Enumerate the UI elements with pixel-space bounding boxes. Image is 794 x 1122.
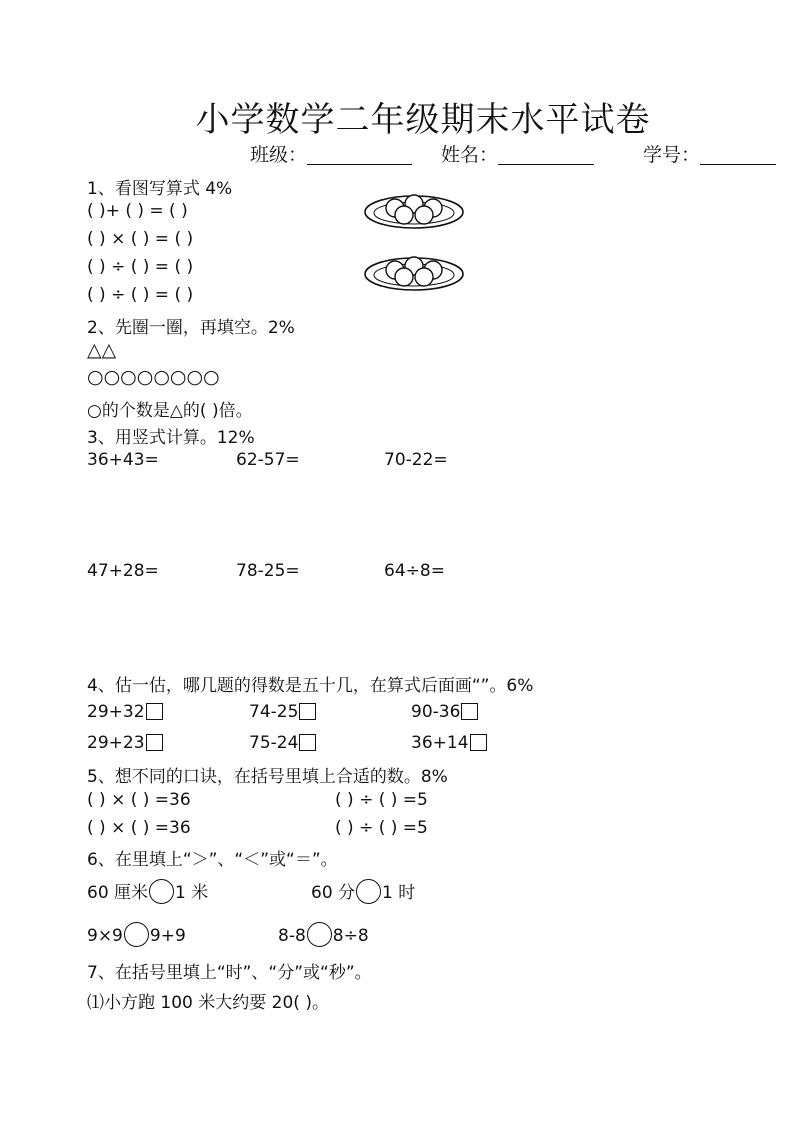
q3-calc-5: 78-25= — [236, 561, 300, 581]
answer-checkbox[interactable] — [146, 734, 163, 751]
q6-item: 8-8 8÷8 — [278, 922, 369, 947]
q6-heading: 6、在里填上“＞”、“＜”或“＝”。 — [87, 850, 338, 870]
compare-circle[interactable] — [307, 922, 332, 947]
q4-item: 36+14 — [411, 733, 487, 753]
compare-circle[interactable] — [124, 922, 149, 947]
q4-heading: 4、估一估，哪几题的得数是五十几，在算式后面画“”。6% — [87, 676, 534, 696]
fruit-plate-icon — [362, 186, 466, 232]
q5-right-1[interactable]: ( ) ÷ ( ) =5 — [335, 790, 428, 810]
page-title: 小学数学二年级期末水平试卷 — [195, 100, 651, 140]
q1-row-4[interactable]: ( ) ÷ ( ) = ( ) — [87, 285, 194, 305]
id-label: 学号： — [643, 144, 701, 166]
name-blank[interactable] — [498, 144, 594, 165]
answer-checkbox[interactable] — [146, 703, 163, 720]
class-label: 班级： — [250, 144, 308, 166]
q1-row-1[interactable]: ( )+ ( ) = ( ) — [87, 201, 188, 221]
student-id-field — [643, 140, 776, 167]
q5-right-2[interactable]: ( ) ÷ ( ) =5 — [335, 818, 428, 838]
q4-item: 75-24 — [249, 733, 316, 753]
q1-row-3[interactable]: ( ) ÷ ( ) = ( ) — [87, 257, 194, 277]
q3-calc-2: 62-57= — [236, 450, 300, 470]
q3-calc-4: 47+28= — [87, 561, 159, 581]
q3-heading: 3、用竖式计算。12% — [87, 428, 255, 448]
q3-calc-3: 70-22= — [384, 450, 448, 470]
id-blank[interactable] — [700, 144, 776, 165]
q1-heading: 1、看图写算式 4% — [87, 179, 233, 199]
q2-heading: 2、先圈一圈，再填空。2% — [87, 318, 295, 338]
q7-heading: 7、在括号里填上“时”、“分”或“秒”。 — [87, 963, 372, 983]
q3-calc-1: 36+43= — [87, 450, 159, 470]
q4-item: 74-25 — [249, 702, 316, 722]
answer-checkbox[interactable] — [299, 734, 316, 751]
fruit-plate-icon — [362, 248, 466, 294]
q1-row-2[interactable]: ( ) × ( ) = ( ) — [87, 229, 194, 249]
name-label: 姓名： — [441, 144, 499, 166]
q6-item: 9×9 9+9 — [87, 922, 186, 947]
answer-checkbox[interactable] — [470, 734, 487, 751]
q3-calc-6: 64÷8= — [384, 561, 445, 581]
q7-item-1[interactable]: ⑴小方跑 100 米大约要 20( )。 — [87, 993, 329, 1013]
compare-circle[interactable] — [149, 879, 174, 904]
q5-left-1[interactable]: ( ) × ( ) =36 — [87, 790, 191, 810]
answer-checkbox[interactable] — [299, 703, 316, 720]
q4-item: 90-36 — [411, 702, 478, 722]
q2-triangles: △△ — [87, 339, 117, 361]
q6-item: 60 分 1 时 — [311, 878, 415, 904]
answer-checkbox[interactable] — [461, 703, 478, 720]
class-field — [250, 140, 412, 167]
q4-item: 29+23 — [87, 733, 163, 753]
compare-circle[interactable] — [356, 879, 381, 904]
q6-item: 60 厘米 1 米 — [87, 878, 208, 904]
q4-item: 29+32 — [87, 702, 163, 722]
q5-heading: 5、想不同的口诀，在括号里填上合适的数。8% — [87, 767, 448, 787]
name-field — [441, 140, 594, 167]
q5-left-2[interactable]: ( ) × ( ) =36 — [87, 818, 191, 838]
q2-circles: ○○○○○○○○ — [87, 366, 220, 388]
class-blank[interactable] — [307, 144, 412, 165]
q2-sentence[interactable]: ○的个数是△的( )倍。 — [87, 401, 253, 421]
